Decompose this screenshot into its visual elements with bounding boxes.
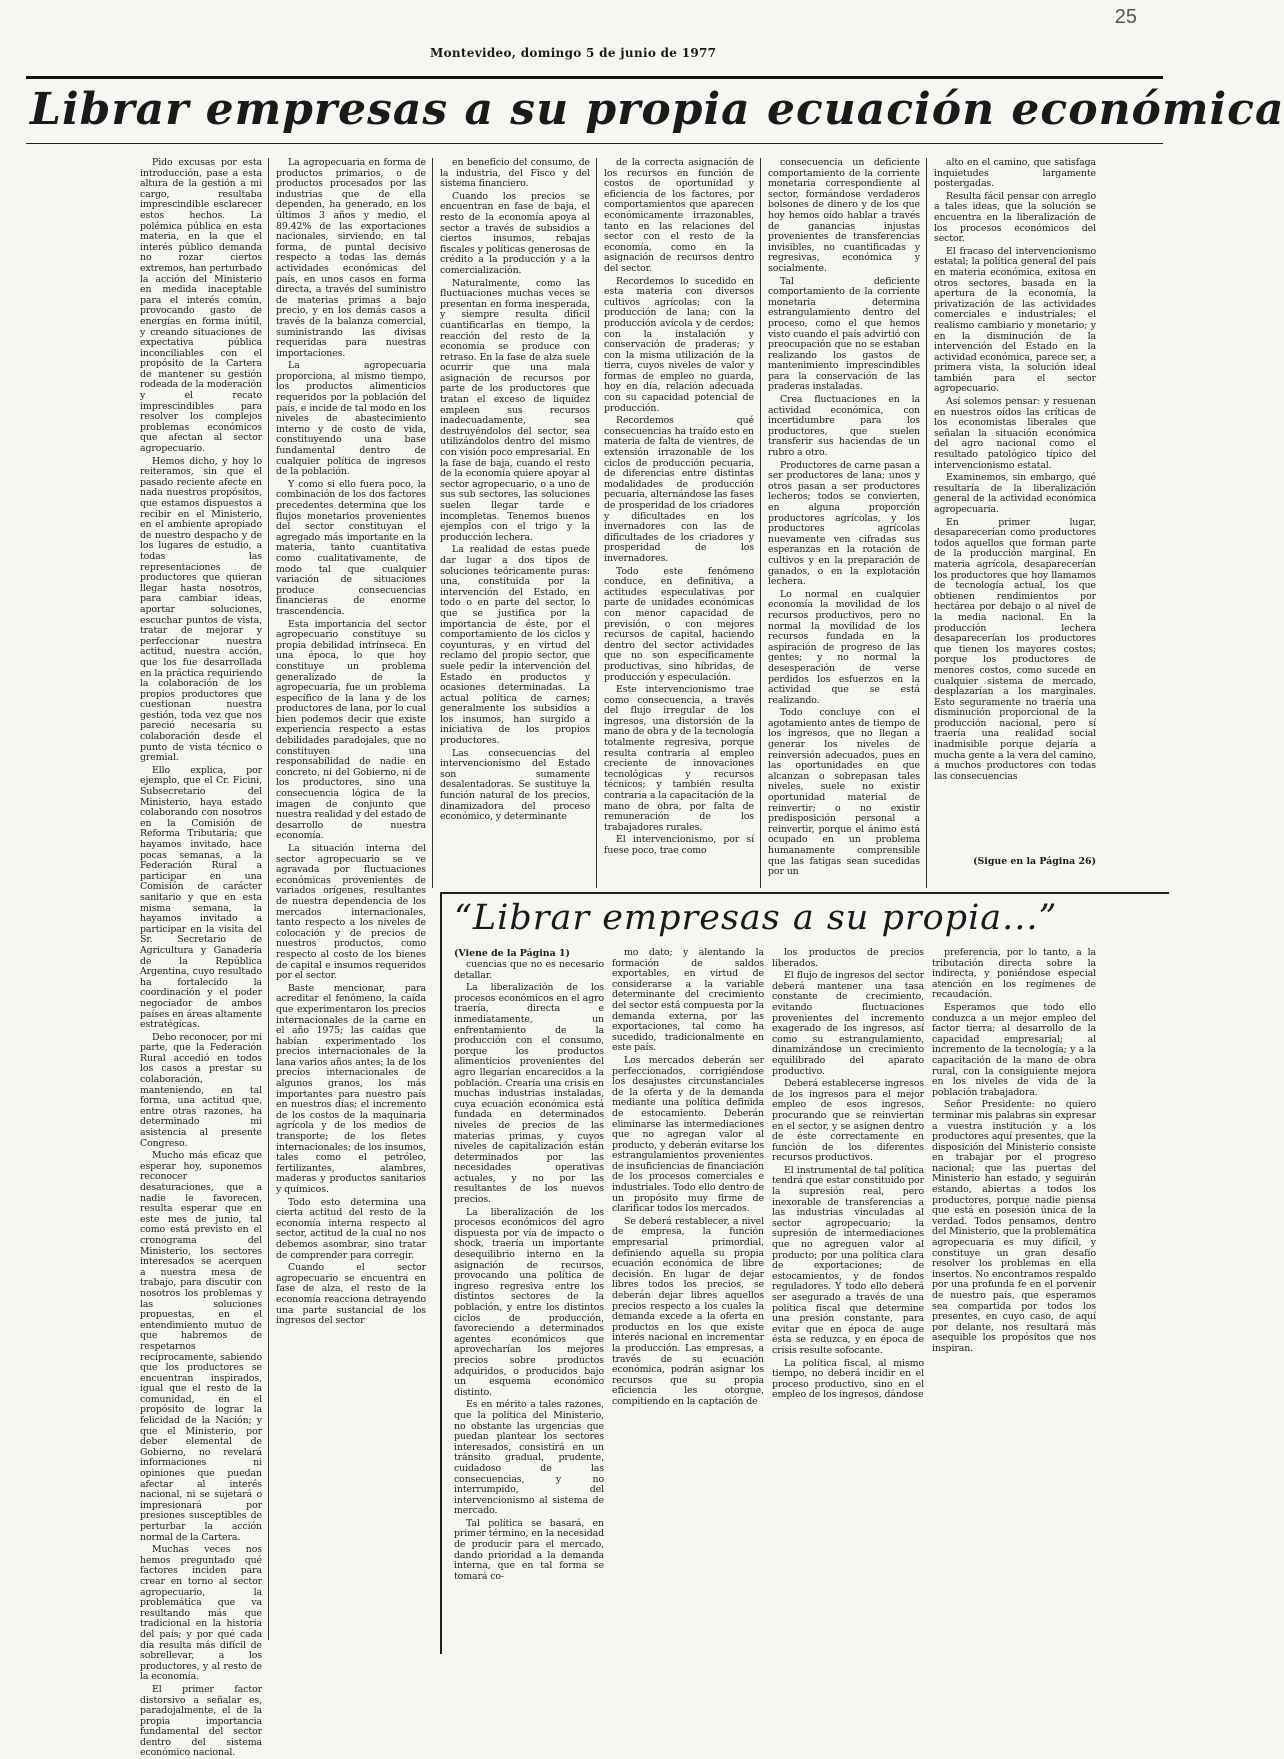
paragraph: En primer lugar, desaparecerían como productores todos aquellos que forman parte de la producción marginal. En materia agrícola, desaparecerían los productores que hoy llamamos de tecnología actual, los que obtienen rendimientos por hectárea por debajo o al nivel de la media nacional. En la producción lechera desaparecerían los productores que tienen los mayores costos; porque los productores de menores costos, como sucede en cualquier sistema de mercado, desplazarían a los marginales. Esto seguramente no traería una disminución proporcional de la producción nacional, pero sí traería una realidad social inadmisible porque dejaría a mucha gente a la vera del camino, a muchos productores con todas las consecuencias: [934, 516, 1096, 782]
paragraph: Las consecuencias del intervencionismo del Estado son sumamente desalentadoras. Se sustituye la función natural de los precios, dinamizadora del proceso económico, y determinante: [440, 747, 590, 823]
paragraph: Baste mencionar, para acreditar el fenómeno, la caída que experimentaron los precios internacionales de la carne en el año 1975; las caídas que habían experimentado los precios internacionales de la lana varios años antes; la de los precios internacionales de algunos granos, los más importantes para nuestro país en nuestros días; el incremento de los costos de la maquinaria agrícola y de los medios de transporte; de los fletes internacionales; de los insumos, tales como el petróleo, fertilizantes, alambres, maderas y productos sanitarios y químicos.: [276, 982, 426, 1195]
paragraph: El fracaso del intervencionismo estatal; la política general del país en materia económica, exitosa en otros sectores, basada en la apertura de la economía, la privatización de las actividades comerciales e industriales; el realismo cambiario y monetario; y en la disminución de la intervención del Estado en la actividad económica, parece ser, a primera vista, la solución ideal también para el sector agropecuario.: [934, 245, 1096, 395]
column-divider: [596, 158, 597, 888]
paragraph: Debo reconocer, por mi parte, que la Federación Rural accedió en todos los casos a prestar su colaboración, manteniendo, en tal forma, una actitud que, entre otras razones, ha determinado mi asistencia al presente Congreso.: [140, 1031, 262, 1149]
continuation-column-3: [772, 948, 924, 1650]
paragraph: La situación interna del sector agropecuario se ve agravada por fluctuaciones económicas provenientes de variados orígenes, resultantes de nuestra dependencia de los mercados internacionales, tanto respecto a los niveles de colocación y de precios de nuestros productos, como respecto al costo de los bienes de capital e insumos requeridos por el sector.: [276, 843, 426, 982]
paragraph: Cuando el sector agropecuario se encuentra en fase de alza, el resto de la economía reacciona detrayendo una parte sustancial de los ingresos del sector: [276, 1262, 426, 1327]
paragraph: La liberalización de los procesos económicos del agro dispuesta por vía de impacto o shock, traería un importante desequilibrio interno en la asignación de recursos, provocando una política de ingreso regresiva entre los distintos sectores de la población, y entre los distintos ciclos de producción, favoreciendo a determinados agentes económicos que aprovecharían los mejores precios sobre productos adquiridos, o producidos bajo un esquema económico distinto.: [454, 1206, 604, 1398]
headline: Librar empresas a su propia ecuación económica: [30, 84, 1284, 135]
paragraph: Esperamos que todo ello conduzca a un mejor empleo del factor tierra; al desarrollo de la capacidad empresarial; al incremento de la tecnología; y a la capacitación de la mano de obra rural, con la consiguiente mejora en los niveles de vida de la población trabajadora.: [932, 1001, 1096, 1098]
paragraph: Examinemos, sin embargo, qué resultaría de la liberalización general de la actividad económica agropecuaria.: [934, 472, 1096, 515]
column-divider: [926, 158, 927, 888]
top-rule: [26, 76, 1163, 79]
paragraph: Pido excusas por esta introducción, pase a esta altura de la gestión a mi cargo, resultaba imprescindible esclarecer estos hechos. La polémica pública en esta materia, en la que el interés público demanda no rozar ciertos extremos, han perturbado la acción del Ministerio en medida inaceptable para el interés común, provocando gasto de energías en forma inútil, y creando situaciones de expectativa pública inconciliables con el propósito de la Cartera de mantener su gestión rodeada de la moderación y el recato imprescindibles para resolver los complejos problemas económicos que afectan al sector agropecuario.: [140, 157, 262, 455]
paragraph: Productores de carne pasan a ser productores de lana; unos y otros pasan a ser productores lecheros; todos se convierten, en alguna proporción productores agrícolas, y los productores agrícolas nuevamente ven cifradas sus esperanzas en la rotación de cultivos y en la preparación de ganados, o en la explotación lechera.: [768, 459, 920, 588]
from-page-label: (Viene de la Página 1): [454, 948, 570, 959]
column-5: [768, 157, 920, 878]
column-divider: [268, 158, 269, 1640]
paragraph: La agropecuaria en forma de productos primarios, o de productos procesados por las industrias que de ella dependen, ha generado, en los últimos 3 años y medio, el 89.42% de las exportaciones nacionales, sirviendo, en tal forma, de puntal decisivo respecto a todas las demás actividades económicas del país, en unos casos en forma directa, a través del suministro de materias primas a bajo precio, y en los demás casos a través de la balanza comercial, suministrando las divisas requeridas para nuestras importaciones.: [276, 157, 426, 359]
column-divider: [760, 158, 761, 888]
paragraph: Lo normal en cualquier economía la movilidad de los recursos productivos, pero no normal la movilidad de los recursos fundada en la aspiración de progreso de las gentes; y no normal la desesperación de verse perdidos los esfuerzos en la actividad que se está realizando.: [768, 588, 920, 706]
paragraph: mo dato; y alentando la formación de saldos exportables, en virtud de considerarse a la variable determinante del crecimiento del sector está compuesta por la demanda externa, por las exportaciones, tal como ha sucedido, tradicionalmente en este país.: [612, 947, 764, 1054]
paragraph: La liberalización de los procesos económicos en el agro traería, directa e inmediatamente, un enfrentamiento de la producción con el consumo, porque los productos alimenticios provenientes del agro llegarían encarecidos a la población. Crearía una crisis en muchas industrias instaladas, cuya ecuación económica está fundada en determinados niveles de precios de las materias primas, y cuyos niveles de capitalización están determinados por las necesidades operativas actuales, y no por las resultantes de los nuevos precios.: [454, 982, 604, 1206]
page-number: 25: [1114, 6, 1137, 28]
paragraph: de la correcta asignación de los recursos en función de costos de oportunidad y eficiencia de los factores, por comportamientos que aparecen económicamente irrazonables, tanto en las relaciones del sector con el resto de la economía, como en la asignación de recursos dentro del sector.: [604, 157, 754, 274]
paragraph: Ello explica, por ejemplo, que el Cr. Ficini, Subsecretario del Ministerio, haya estado colaborando con nosotros en la Comisión de Reforma Tributaria; que hayamos invitado, hace pocas semanas, a la Federación Rural a participar en una Comisión de carácter sanitario y que en esta misma semana, la hayamos invitado a participar en la visita del Sr. Secretario de Agricultura y Ganadería de la República Argentina, cuyo resultado ha fortalecido la coordinación y el poder negociador de ambos países en áreas altamente estratégicas.: [140, 764, 262, 1031]
paragraph: La política fiscal, al mismo tiempo, no deberá incidir en el proceso productivo, sino en el empleo de los ingresos, dándose: [772, 1357, 924, 1401]
paragraph: Señor Presidente: no quiero terminar mis palabras sin expresar a vuestra institución y a los productores aquí presentes, que la disposición del Ministerio consiste en trabajar por el progreso nacional; que las puertas del Ministerio han estado, y seguirán estando, abiertas a todos los productores, porque nadie piensa que está en posesión única de la verdad. Todos pensamos, dentro del Ministerio, que la problemática agropecuaria es muy difícil, y constituye un gran desafío resolver los problemas en ella insertos. No encontramos respaldo por una profunda fe en el porvenir de nuestro país, que esperamos sea compartida por todos los presentes, en cuyo caso, de aquí por delante, nos resultará más asequible los propósitos que nos inspiran.: [932, 1099, 1096, 1354]
paragraph: Los mercados deberán ser perfeccionados, corrigiéndose los desajustes circunstanciales de la oferta y de la demanda mediante una política definida de estocamiento. Deberán eliminarse las intermediaciones que no agregan valor al producto, y deberán evitarse los estrangulamientos provenientes de insuficiencias de financiación de los procesos comerciales e industriales. Todo ello dentro de un propósito muy firme de clarificar todos los mercados.: [612, 1054, 764, 1215]
paragraph: Deberá establecerse ingresos de los ingresos para el mejor empleo de esos ingresos, procurando que se reinviertan en el sector, y se asignen dentro de éste correctamente en función de los diferentes recursos productivos.: [772, 1078, 924, 1164]
paragraph: Todo concluye con el agotamiento antes de tiempo de los ingresos, que no llegan a generar los niveles de reinversión adecuados, pues en las oportunidades en que alcanzan o sobrepasan tales niveles, suele no existir oportunidad material de reinvertir; o no existir predisposición personal a reinvertir, porque el ánimo está ocupado en un problema humanamente comprensible que las fatigas sean sucedidas por un: [768, 707, 920, 878]
paragraph: Y como si ello fuera poco, la combinación de los dos factores precedentes determina que los flujos monetarios provenientes del sector constituyan el agregado más importante en la materia, tanto cuantitativa como cualitativamente, de modo tal que cualquier variación de situaciones produce consecuencias financieras de enorme trascendencia.: [276, 478, 426, 617]
column-6: [934, 158, 1096, 853]
paragraph: Se deberá restablecer, a nivel de empresa, la función empresarial primordial, definiendo aquella su propia ecuación económica de libre decisión. En lugar de dejar libres todos los precios, se deberán dejar libres aquellos precios respecto a los cuales la demanda excede a la oferta en productos en los que existe interés nacional en incrementar la producción. Las empresas, a través de su ecuación económica, podrán asignar los recursos que su propia eficiencia les otorgue, compitiendo en la captación de: [612, 1215, 764, 1407]
paragraph: Mucho más eficaz que esperar hoy, suponemos reconocer desaturaciones, que a nadie le favorecen, resulta esperar que en este mes de junio, tal como está previsto en el cronograma del Ministerio, los sectores interesados se acerquen a nuestra mesa de trabajo, para discutir con nosotros los problemas y las soluciones propuestas, en el entendimiento mutuo de que habremos de respetarnos recíprocamente, sabiendo que los productores se encuentran inspirados, igual que el resto de la comunidad, en el propósito de lograr la felicidad de la Nación; y que el Ministerio, por deber elemental de Gobierno, no revelará informaciones ni opiniones que puedan afectar al interés nacional, ni se sujetará o impresionará por presiones susceptibles de perturbar la acción normal de la Cartera.: [140, 1150, 262, 1543]
paragraph: Tal deficiente comportamiento de la corriente monetaria determina estrangulamiento dentro del proceso, como el que hemos visto cuando el país advirtió con preocupación que no se estaban realizando los gastos de mantenimiento imprescindibles para la conservación de las praderas instaladas.: [768, 275, 920, 393]
paragraph: Muchas veces nos hemos preguntado qué factores inciden para crear en torno al sector agropecuario, la problemática que va resultando más que tradicional en la historia del país; y por qué cada día resulta más difícil de sobrellevar, a los productores, y al resto de la economía.: [140, 1544, 262, 1683]
paragraph: El intervencionismo, por sí fuese poco, trae como: [604, 834, 754, 856]
paragraph: El primer factor distorsivo a señalar es, paradojalmente, el de la propia importancia fundamental del sector dentro del sistema económico nacional.: [140, 1683, 262, 1759]
column-1: [140, 157, 262, 1759]
dateline: Montevideo, domingo 5 de junio de 1977: [430, 46, 717, 60]
paragraph: Todo este fenómeno conduce, en definitiva, a actitudes especulativas por parte de unidades económicas con menor capacidad de previsión, o con mejores recursos de capital, haciendo dentro del sector actividades que no son específicamente productivas, sino híbridas, de producción y especulación.: [604, 565, 754, 683]
paragraph: La realidad de estas puede dar lugar a dos tipos de soluciones teóricamente puras: una, constituida por la intervención del Estado, en todo o en parte del sector, lo que se justifica por la importancia de éste, por el comportamiento de los ciclos y coyunturas, y en virtud del reclamo del propio sector, que suele pedir la intervención del Estado en productos y ocasiones determinadas. La actual política de carnes; generalmente los subsidios a los insumos, han surgido a iniciativa de los propios productores.: [440, 544, 590, 747]
paragraph: La agropecuaria proporciona, al mismo tiempo, los productos alimenticios requeridos por la población del país, e incide de tal modo en los niveles de abastecimiento interno y de costo de vida, constituyendo una base fundamental dentro de cualquier política de ingresos de la población.: [276, 360, 426, 478]
see-page-label: (Sigue en la Página 26): [973, 856, 1096, 867]
paragraph: Esta importancia del sector agropecuario constituye su propia debilidad intrínseca. En una época, lo que hoy constituye un problema generalizado de la agropecuaria, fue un problema específico de la lana y de los productores de lana, por lo cual bien podemos decir que existe experiencia respecto a estas debilidades paradojales, que no constituyen una responsabilidad de nadie en concreto, ni del Gobierno, ni de los productores, sino una consecuencia lógica de la imagen de conjunto que nuestra realidad y del estado de desarrollo de nuestra economía.: [276, 618, 426, 842]
paragraph: Tal política se basará, en primer término, en la necesidad de producir para el mercado, dando prioridad a la demanda interna, que en tal forma se tomará co-: [454, 1517, 604, 1582]
column-3: [440, 158, 590, 884]
paragraph: alto en el camino, que satisfaga inquietudes largamente postergadas.: [934, 157, 1096, 190]
paragraph: Todo esto determina una cierta actitud del resto de la economía interna respecto al sector, actitud de la cual no nos debemos asombrar, sino tratar de comprender para corregir.: [276, 1196, 426, 1261]
column-divider: [432, 158, 433, 888]
paragraph: Resulta fácil pensar con arreglo a tales ideas, que la solución se encuentra en la liberalización de los procesos económicos del sector.: [934, 190, 1096, 245]
paragraph: Hemos dicho, y hoy lo reiteramos, sin que el pasado reciente afecte en nada nuestros propósitos, que estamos dispuestos a recibir en el Ministerio, en el ambiente apropiado de nuestro despacho y de los lugares de estudio, a todas las representaciones de productores que quieran llegar hasta nosotros, para cambiar ideas, aportar soluciones, escuchar puntos de vista, tratar de mejorar y perfeccionar nuestra actitud, nuestra acción, que los fue desarrollada en la práctica requiriendo la colaboración de los propios productores que cuestionan nuestra gestión, toda vez que nos pareció necesaria su colaboración desde el punto de vista técnico o gremial.: [140, 455, 262, 764]
paragraph: Recordemos lo sucedido en esta materia con diversos cultivos agrícolas; con la producción de lana; con la producción avícola y de cerdos; con la instalación y conservación de praderas; y con la misma utilización de la tierra, cuyos niveles de valor y formas de empleo no guarda, hoy en día, relación adecuada con su capacidad potencial de producción.: [604, 275, 754, 414]
paragraph: preferencia, por lo tanto, a la tributación directa sobre la indirecta, y poniéndose especial atención en los regímenes de recaudación.: [932, 947, 1096, 1001]
paragraph: Este intervencionismo trae como consecuencia, a través del flujo irregular de los ingresos, una distorsión de la mano de obra y de la tecnología totalmente regresiva, porque resulta contraria al empleo creciente de innovaciones tecnológicas y recursos técnicos; y también resulta contraria a la capacitación de la mano de obra, por falta de remuneración de los trabajadores rurales.: [604, 684, 754, 833]
paragraph: Así solemos pensar: y resuenan en nuestros oídos las críticas de los economistas liberales que señalan la situación económica del agro nacional como el resultado patológico típico del intervencionismo estatal.: [934, 396, 1096, 471]
paragraph: El flujo de ingresos del sector deberá mantener una tasa constante de crecimiento, evitando fluctuaciones provenientes del incremento exagerado de los ingresos, así como su estrangulamiento, dinamizándose un crecimiento equilibrado del aparato productivo.: [772, 970, 924, 1077]
paragraph: los productos de precios liberados.: [772, 947, 924, 969]
paragraph: El instrumental de tal política tendrá que estar constituido por la supresión real, pero inexorable de transferencias a las industrias vinculadas al sector agropecuario; la supresión de intermediaciones que no agreguen valor al producto; por una política clara de exportaciones; de estocamientos, y de fondos reguladores. Y todo ello deberá ser asegurado a través de una política fiscal que determine una presión constante, para evitar que en época de auge ésta se reduzca, y en época de crisis resulte sofocante.: [772, 1164, 924, 1356]
paragraph: cuencias que no es necesario detallar.: [454, 959, 604, 981]
continuation-column-4: [932, 948, 1096, 1650]
column-4: [604, 158, 754, 884]
paragraph: Crea fluctuaciones en la actividad económica, con incertidumbre para los productores, que suelen transferir sus haciendas de un rubro a otro.: [768, 394, 920, 459]
paragraph: consecuencia un deficiente comportamiento de la corriente monetaria correspondiente al sector, formándose verdaderos bolsones de dinero y de los que hoy hemos oído hablar a través de ganancias injustas provenientes de transferencias invisibles, no cuantificadas y regresivas, económica y socialmente.: [768, 157, 920, 274]
paragraph: Naturalmente, como las fluctuaciones muchas veces se presentan en forma inesperada, y siempre resulta difícil cuantificarlas en tiempo, la reacción del resto de la economía se produce con retraso. En la fase de alza suele ocurrir que una mala asignación de recursos por parte de los productores que tratan el exceso de liquidez empleen sus recursos inadecuadamente, sea destruyéndolos del sector, sea utilizándolos dentro del mismo con visión poco empresarial. En la fase de baja, cuando el resto de la economía quiere apoyar al sector agropecuario, o a uno de sus sub sectores, las soluciones suelen llegar tarde e incompletas. Tenemos buenos ejemplos con el trigo y la producción lechera.: [440, 277, 590, 543]
paragraph: Cuando los precios se encuentran en fase de baja, el resto de la economía apoya al sector a través de subsidios a ciertos insumos, rebajas fiscales y políticas generosas de crédito a la producción y a la comercialización.: [440, 190, 590, 276]
paragraph: Recordemos qué consecuencias ha traído esto en materia de falta de vientres, de extensión irrazonable de los ciclos de producción pecuaria, de diferencias entre distintas modalidades de producción pecuaria, alternándose las fases de prosperidad de los criadores y dificultades en los invernadores con las de dificultades de los criadores y prosperidad de los invernadores.: [604, 415, 754, 564]
continuation-title: “Librar empresas a su propia...”: [454, 898, 1058, 938]
paragraph: Es en mérito a tales razones, que la política del Ministerio, no obstante las urgencias que puedan plantear los sectores interesados, consistirá en un tránsito gradual, prudente, cuidadoso de las consecuencias, y no interrumpido, del intervencionismo al sistema de mercado.: [454, 1399, 604, 1517]
paragraph: en beneficio del consumo, de la industria, del Fisco y del sistema financiero.: [440, 157, 590, 190]
column-2: [276, 158, 426, 1640]
continuation-column-2: [612, 948, 764, 1650]
headline-rule: [26, 143, 1163, 144]
continuation-column-1: [454, 960, 604, 1650]
